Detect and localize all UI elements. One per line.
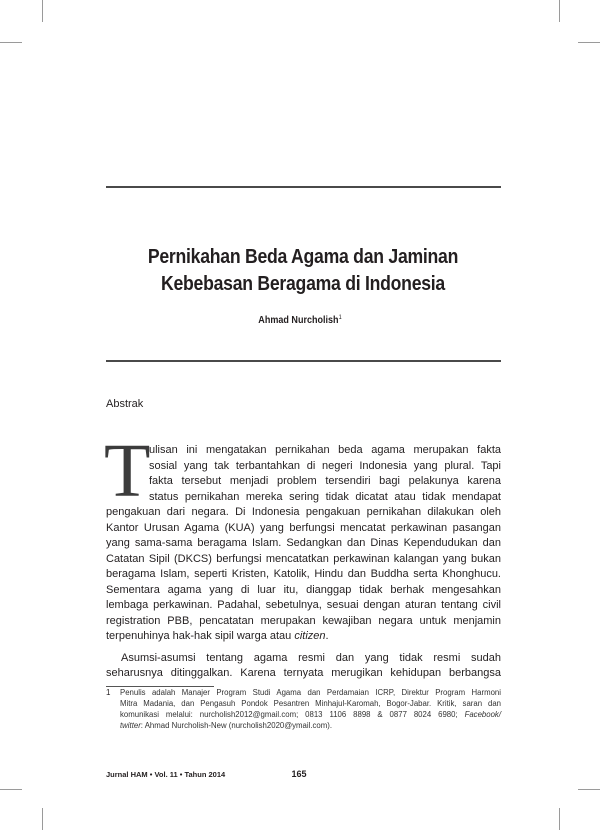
- top-rule: [106, 186, 501, 188]
- footnote-line-4: [120, 721, 332, 731]
- bottom-rule: [106, 360, 501, 362]
- crop-mark: [559, 808, 560, 830]
- paper-title: [94, 243, 512, 297]
- page-number: 165: [291, 769, 307, 779]
- crop-mark: [0, 42, 22, 43]
- footnote-number: 1: [106, 688, 111, 697]
- footnote-text: komunikasi melalui: nurcholish2012@gmail.com; 0813 1106 8898 & 0877 8024 6980;: [120, 710, 458, 719]
- author-footnote-mark: 1: [338, 314, 342, 321]
- body-line: yang sama-sama beragama Islam. Sedangkan dan Dinas Kependudukan dan: [106, 537, 501, 549]
- footnote-line-3: [120, 710, 501, 720]
- body-line: sosial yang tak terbantahkan di negeri Indonesia yang plural. Tapi: [149, 460, 501, 472]
- body-line: fakta tersebut menjadi problem tersendiri bagi pelakunya karena: [149, 475, 501, 487]
- author-text: Ahmad Nurcholish: [258, 314, 339, 326]
- body-line: Catatan Sipil (DKCS) berfungsi mencatatkan perkawinan kalangan yang bukan: [106, 553, 501, 565]
- body-line: status pernikahan mereka sering tidak dicatat atau tidak mendapat: [149, 491, 501, 503]
- body-line-text: terpenuhinya hak-hak sipil warga atau: [106, 630, 292, 642]
- footnote-line: Penulis adalah Manajer Program Studi Agama dan Perdamaian ICRP, Direktur Program Harmoni: [120, 688, 501, 697]
- title-line-2: Kebebasan Beragama di Indonesia: [161, 272, 445, 295]
- para2-line: Asumsi-asumsi tentang agama resmi dan yang tidak resmi sudah: [121, 652, 501, 664]
- footnote-italic: Facebook/: [464, 710, 501, 719]
- footnote-text: : Ahmad Nurcholish-New (nurcholish2020@ymail.com).: [140, 721, 333, 730]
- body-line: Kantor Urusan Agama (KUA) yang berfungsi mencatat perkawinan pasangan: [106, 522, 501, 534]
- para2-line: seharusnya ditinggalkan. Karena ternyata merugikan kehidupan berbangsa: [106, 667, 501, 679]
- title-line-1: Pernikahan Beda Agama dan Jaminan: [147, 245, 459, 268]
- body-end-punct: .: [325, 630, 329, 642]
- crop-mark: [578, 42, 600, 43]
- body-line-last: [106, 629, 329, 643]
- body-line: pengakuan dari negara. Di Indonesia pengakuan pernikahan dilakukan oleh: [106, 506, 501, 518]
- footnote-rule: [106, 686, 214, 687]
- body-italic-term: citizen: [294, 630, 326, 642]
- crop-mark: [0, 789, 22, 790]
- footnote-line: Mitra Madania, dan Pengasuh Pondok Pesantren Minhajul-Karomah, Bogor-Jabar. Kritik, saran dan: [120, 699, 501, 708]
- body-line: ulisan ini mengatakan pernikahan beda agama merupakan fakta: [149, 444, 501, 456]
- crop-mark: [559, 0, 560, 22]
- footnote-italic: twitter: [120, 721, 141, 730]
- body-line: registration PBB, pencatatan merupakan kewajiban negara untuk menjamin: [106, 615, 501, 627]
- body-line: beragama Islam, seperti Kristen, Katolik, Hindu dan Buddha serta Khonghucu.: [106, 568, 501, 580]
- crop-mark: [42, 0, 43, 22]
- crop-mark: [42, 808, 43, 830]
- body-line: Sementara agama yang di luar itu, dianggap tidak berhak mengesahkan: [106, 584, 501, 596]
- running-footer: Jurnal HAM • Vol. 11 • Tahun 2014: [106, 770, 226, 779]
- drop-cap: T: [104, 429, 151, 513]
- body-line: lembaga perkawinan. Padahal, sebetulnya, sesuai dengan aturan tentang civil: [106, 599, 501, 611]
- abstract-label: Abstrak: [106, 398, 144, 410]
- crop-mark: [578, 789, 600, 790]
- author-name: [180, 314, 421, 326]
